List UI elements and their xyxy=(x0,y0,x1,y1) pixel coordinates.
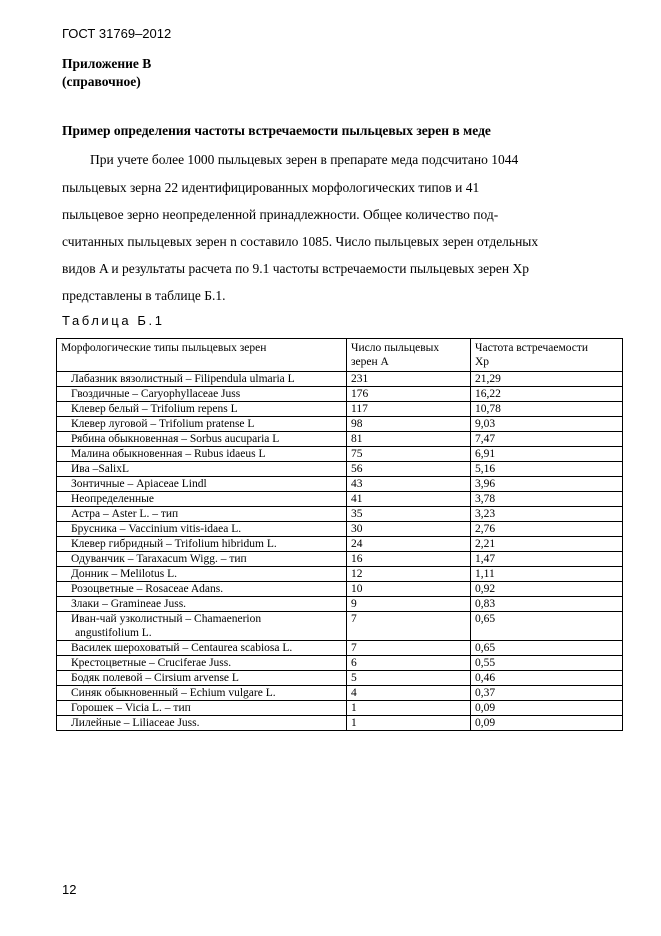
cell-morph-type xyxy=(57,582,347,597)
morph-type-name: Бодяк полевой – Cirsium arvense L xyxy=(71,672,239,684)
cell-frequency: 5,16 xyxy=(471,462,623,477)
table-body xyxy=(57,372,623,731)
cell-count: 7 xyxy=(347,641,471,656)
cell-morph-type xyxy=(57,656,347,671)
table-row xyxy=(57,701,623,716)
morph-type-name: Лилейные – Liliaceae Juss. xyxy=(71,717,200,729)
cell-morph-type xyxy=(57,537,347,552)
morph-type-name: Зонтичные – Apiaceae Lindl xyxy=(71,478,207,490)
cell-count: 98 xyxy=(347,417,471,432)
morph-type-name: Розоцветные – Rosaceae Adans. xyxy=(71,583,224,595)
cell-morph-type xyxy=(57,402,347,417)
cell-count: 75 xyxy=(347,447,471,462)
morph-type-name: Клевер луговой – Trifolium pratense L xyxy=(71,418,255,430)
morph-type-name: Астра – Aster L. – тип xyxy=(71,508,179,520)
cell-morph-type xyxy=(57,671,347,686)
cell-morph-type xyxy=(57,507,347,522)
header-frequency-line2: Xр xyxy=(475,356,490,368)
cell-morph-type xyxy=(57,641,347,656)
morph-type-name: Крестоцветные – Cruciferae Juss. xyxy=(71,657,232,669)
cell-count: 43 xyxy=(347,477,471,492)
table-row xyxy=(57,522,623,537)
cell-count: 35 xyxy=(347,507,471,522)
cell-count: 81 xyxy=(347,432,471,447)
paragraph-line: представлены в таблице Б.1. xyxy=(62,288,226,303)
cell-count: 231 xyxy=(347,372,471,387)
morph-type-name: Брусника – Vaccinium vitis-idaea L. xyxy=(71,523,242,535)
annex-title xyxy=(62,55,151,91)
table-row xyxy=(57,492,623,507)
annex-title-line: Приложение В xyxy=(62,56,152,71)
cell-count: 4 xyxy=(347,686,471,701)
cell-frequency: 0,65 xyxy=(471,641,623,656)
morph-type-name: Горошек – Vicia L. – тип xyxy=(71,702,191,714)
cell-morph-type xyxy=(57,716,347,731)
table-header-row xyxy=(57,339,623,372)
cell-count: 16 xyxy=(347,552,471,567)
table-row xyxy=(57,686,623,701)
morph-type-name: Клевер гибридный – Trifolium hibridum L. xyxy=(71,538,277,550)
cell-frequency: 1,47 xyxy=(471,552,623,567)
table-row xyxy=(57,612,623,641)
cell-frequency: 2,21 xyxy=(471,537,623,552)
table-row xyxy=(57,387,623,402)
cell-frequency: 1,11 xyxy=(471,567,623,582)
cell-morph-type xyxy=(57,567,347,582)
annex-subtitle: (справочное) xyxy=(62,74,141,89)
morph-type-name: Неопределенные xyxy=(71,493,154,505)
table-row xyxy=(57,432,623,447)
cell-morph-type xyxy=(57,432,347,447)
cell-frequency: 0,92 xyxy=(471,582,623,597)
morph-type-name: Лабазник вязолистный – Filipendula ulmaria L xyxy=(71,373,295,385)
cell-count: 117 xyxy=(347,402,471,417)
header-frequency xyxy=(471,339,623,372)
table-row xyxy=(57,656,623,671)
table-row xyxy=(57,417,623,432)
table-row xyxy=(57,671,623,686)
table-row xyxy=(57,402,623,417)
table-row xyxy=(57,716,623,731)
cell-count: 1 xyxy=(347,701,471,716)
cell-count: 30 xyxy=(347,522,471,537)
cell-morph-type xyxy=(57,447,347,462)
cell-morph-type xyxy=(57,477,347,492)
cell-morph-type xyxy=(57,387,347,402)
cell-count: 41 xyxy=(347,492,471,507)
cell-frequency: 6,91 xyxy=(471,447,623,462)
cell-morph-type xyxy=(57,492,347,507)
cell-frequency: 2,76 xyxy=(471,522,623,537)
cell-count: 176 xyxy=(347,387,471,402)
table-row xyxy=(57,462,623,477)
morph-type-name: Донник – Melilotus L. xyxy=(71,568,178,580)
cell-count: 6 xyxy=(347,656,471,671)
morph-type-name: Злаки – Gramineae Juss. xyxy=(71,598,187,610)
pollen-frequency-table xyxy=(56,338,623,731)
cell-count: 9 xyxy=(347,597,471,612)
cell-frequency: 16,22 xyxy=(471,387,623,402)
cell-morph-type xyxy=(57,417,347,432)
cell-frequency: 3,78 xyxy=(471,492,623,507)
cell-morph-type xyxy=(57,686,347,701)
cell-morph-type xyxy=(57,597,347,612)
table-row xyxy=(57,552,623,567)
morph-type-name: Василек шероховатый – Centaurea scabiosa L. xyxy=(71,642,293,654)
cell-morph-type xyxy=(57,372,347,387)
header-count-line1: Число пыльцевых xyxy=(351,342,440,354)
cell-frequency: 3,96 xyxy=(471,477,623,492)
table-row xyxy=(57,447,623,462)
cell-morph-type xyxy=(57,701,347,716)
paragraph-line: считанных пыльцевых зерен n составило 1085. Число пыльцевых зерен отдельных xyxy=(62,234,539,249)
table-row xyxy=(57,537,623,552)
table-row xyxy=(57,477,623,492)
paragraph-line: видов A и результаты расчета по 9.1 частоты встречаемости пыльцевых зерен Xp xyxy=(62,261,529,276)
cell-count: 24 xyxy=(347,537,471,552)
cell-frequency: 0,46 xyxy=(471,671,623,686)
morph-type-name: Клевер белый – Trifolium repens L xyxy=(71,403,238,415)
morph-type-name: Иван-чай узколистный – Chamaenerion xyxy=(71,613,262,625)
cell-count: 1 xyxy=(347,716,471,731)
cell-frequency: 0,09 xyxy=(471,701,623,716)
morph-type-name-line2: angustifolium L. xyxy=(75,627,152,639)
cell-count: 5 xyxy=(347,671,471,686)
cell-frequency: 0,83 xyxy=(471,597,623,612)
morph-type-name: Малина обыкновенная – Rubus idaeus L xyxy=(71,448,266,460)
cell-frequency: 3,23 xyxy=(471,507,623,522)
cell-frequency: 0,65 xyxy=(471,612,623,641)
cell-frequency: 10,78 xyxy=(471,402,623,417)
table-row xyxy=(57,372,623,387)
document-header: ГОСТ 31769–2012 xyxy=(62,26,172,41)
header-count xyxy=(347,339,471,372)
table-row xyxy=(57,641,623,656)
section-heading: Пример определения частоты встречаемости пыльцевых зерен в меде xyxy=(62,123,491,138)
cell-count: 10 xyxy=(347,582,471,597)
morph-type-name: Одуванчик – Taraxacum Wigg. – тип xyxy=(71,553,247,565)
header-morph-types: Морфологические типы пыльцевых зерен xyxy=(57,339,347,372)
cell-count: 7 xyxy=(347,612,471,641)
cell-frequency: 0,09 xyxy=(471,716,623,731)
cell-frequency: 0,55 xyxy=(471,656,623,671)
header-count-line2: зерен A xyxy=(351,356,389,368)
morph-type-name: Ива –SalixL xyxy=(71,463,129,475)
paragraph-line: пыльцевое зерно неопределенной принадлежности. Общее количество под- xyxy=(62,207,499,222)
table-row xyxy=(57,507,623,522)
cell-morph-type xyxy=(57,612,347,641)
cell-morph-type xyxy=(57,552,347,567)
paragraph-line: При учете более 1000 пыльцевых зерен в препарате меда подсчитано 1044 xyxy=(90,152,519,167)
page-number: 12 xyxy=(62,882,77,897)
cell-morph-type xyxy=(57,522,347,537)
morph-type-name: Гвоздичные – Caryophyllaceae Juss xyxy=(71,388,241,400)
cell-morph-type xyxy=(57,462,347,477)
cell-frequency: 21,29 xyxy=(471,372,623,387)
cell-count: 56 xyxy=(347,462,471,477)
header-frequency-line1: Частота встречаемости xyxy=(475,342,589,354)
morph-type-name: Рябина обыкновенная – Sorbus aucuparia L xyxy=(71,433,280,445)
morph-type-name: Синяк обыкновенный – Echium vulgare L. xyxy=(71,687,276,699)
table-row xyxy=(57,567,623,582)
cell-frequency: 0,37 xyxy=(471,686,623,701)
cell-count: 12 xyxy=(347,567,471,582)
cell-frequency: 7,47 xyxy=(471,432,623,447)
paragraph-line: пыльцевых зерна 22 идентифицированных морфологических типов и 41 xyxy=(62,180,480,195)
cell-frequency: 9,03 xyxy=(471,417,623,432)
table-row xyxy=(57,597,623,612)
table-caption: Таблица Б.1 xyxy=(62,313,165,328)
table-row xyxy=(57,582,623,597)
